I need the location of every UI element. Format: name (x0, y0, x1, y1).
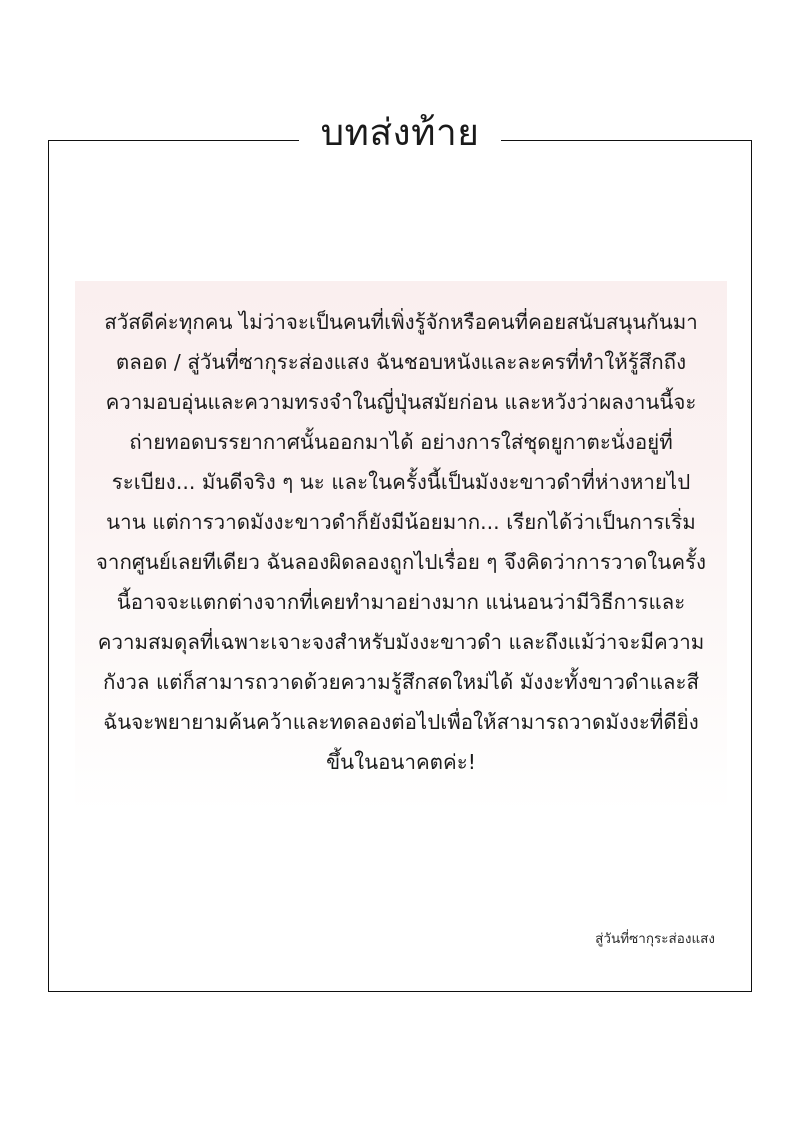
page-title: บทส่งท้าย (320, 111, 480, 154)
content-frame (48, 111, 752, 992)
body-text-block (75, 281, 727, 813)
page-title-container (49, 113, 751, 154)
afterword-paragraph: สวัสดีค่ะทุกคน ไม่ว่าจะเป็นคนที่เพิ่งรู้จักหรือคนที่คอยสนับสนุนกันมาตลอด / สู่วันที่ซากุระส่องแสง ฉันชอบหนังและละครที่ทำให้รู้สึกถึงความอบอุ่นและความทรงจำในญี่ปุ่นสมัยก่อน และหวังว่าผลงานนี้จะถ่ายทอดบรรยากาศนั้นออกมาได้ อย่างการใส่ชุดยูกาตะนั่งอยู่ที่ระเบียง... มันดีจริง ๆ นะ และในครั้งนี้เป็นมังงะขาวดำที่ห่างหายไปนาน แต่การวาดมังงะขาวดำก็ยังมีน้อยมาก... เรียกได้ว่าเป็นการเริ่มจากศูนย์เลยทีเดียว ฉันลองผิดลองถูกไปเรื่อย ๆ จึงคิดว่าการวาดในครั้งนี้อาจจะแตกต่างจากที่เคยทำมาอย่างมาก แน่นอนว่ามีวิธีการและความสมดุลที่เฉพาะเจาะจงสำหรับมังงะขาวดำ และถึงแม้ว่าจะมีความกังวล แต่ก็สามารถวาดด้วยความรู้สึกสดใหม่ได้ มังงะทั้งขาวดำและสี ฉันจะพยายามค้นคว้าและทดลองต่อไปเพื่อให้สามารถวาดมังงะที่ดียิ่งขึ้นในอนาคตค่ะ! (95, 310, 707, 774)
page-title-gap (299, 113, 502, 154)
signature-text: สู่วันที่ซากุระส่องแสง (595, 931, 715, 948)
